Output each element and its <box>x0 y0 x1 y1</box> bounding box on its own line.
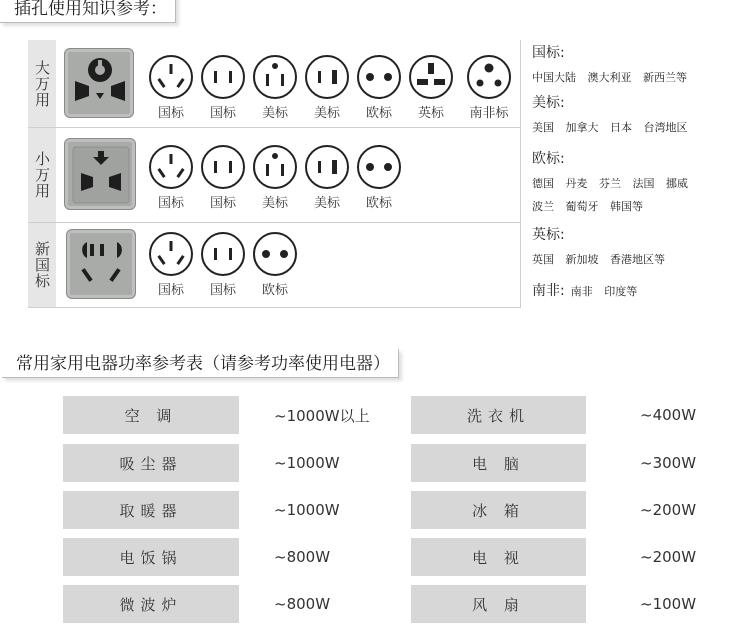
appliance-name: 电 视 <box>411 538 586 576</box>
standard-regions-line2: 波兰 葡萄牙 韩国等 <box>532 200 643 213</box>
appliance-name: 取暖器 <box>63 491 239 529</box>
appliance-power: ~200W <box>640 501 697 519</box>
socket-label: 国标 <box>209 283 236 298</box>
plug-types-column <box>28 40 520 308</box>
socket-us-2pin-icon <box>304 54 350 100</box>
socket-yingbiao <box>406 54 456 121</box>
small-universal-outlet-icon <box>65 139 137 211</box>
row-label-tab <box>28 223 56 307</box>
socket-label: 美标 <box>313 106 340 121</box>
appliance-power: ~300W <box>640 454 697 472</box>
appliance-power: ~1000W <box>274 501 340 519</box>
socket-2flat-icon <box>200 231 246 277</box>
socket-oubiao <box>354 54 404 121</box>
appliance-name: 空 调 <box>63 396 239 434</box>
socket-label: 南非标 <box>469 106 509 121</box>
power-section-title: 常用家用电器功率参考表（请参考功率使用电器） <box>2 349 399 378</box>
standard-regions: 德国 丹麦 芬兰 法国 挪威 <box>532 177 688 190</box>
standard-regions: 英国 新加坡 香港地区等 <box>532 253 665 266</box>
appliance-name: 风 扇 <box>411 585 586 623</box>
socket-oubiao <box>250 231 300 298</box>
socket-sa-icon <box>466 54 512 100</box>
socket-label: 国标 <box>209 196 236 211</box>
socket-guobiao-2 <box>198 231 248 298</box>
socket-3pin-icon <box>148 144 194 190</box>
socket-label: 国标 <box>157 196 184 211</box>
socket-meibiao-3 <box>250 54 300 121</box>
plug-row-da-wanyong <box>28 40 520 128</box>
row-label: 小万用 <box>33 151 51 199</box>
socket-meibiao-2 <box>302 54 352 121</box>
appliance-name: 微波炉 <box>63 585 239 623</box>
appliance-name: 电饭锅 <box>63 538 239 576</box>
socket-eu-icon <box>356 54 402 100</box>
socket-guobiao-3 <box>146 144 196 211</box>
standard-yingbiao <box>532 224 718 271</box>
socket-2flat-icon <box>200 144 246 190</box>
socket-label: 美标 <box>261 106 288 121</box>
socket-uk-icon <box>408 54 454 100</box>
socket-us-2pin-icon <box>304 144 350 190</box>
socket-label: 国标 <box>157 106 184 121</box>
appliance-name: 吸尘器 <box>63 444 239 482</box>
standard-nanfei <box>532 280 718 304</box>
new-standard-outlet-image <box>66 229 136 299</box>
appliance-power: ~400W <box>640 406 697 424</box>
socket-eu-icon <box>252 231 298 277</box>
socket-guobiao-3 <box>146 54 196 121</box>
standard-guobiao <box>532 42 718 89</box>
plug-row-xiao-wanyong <box>28 128 520 223</box>
socket-guobiao-3 <box>146 231 196 298</box>
standard-title: 南非: <box>532 283 565 299</box>
appliance-power: ~1000W <box>274 454 340 472</box>
socket-guobiao-2 <box>198 54 248 121</box>
standard-regions: 美国 加拿大 日本 台湾地区 <box>532 121 688 134</box>
appliance-power: ~200W <box>640 548 697 566</box>
small-universal-outlet-image <box>64 138 136 210</box>
socket-label: 国标 <box>209 106 236 121</box>
socket-label: 美标 <box>261 196 288 211</box>
socket-meibiao-2 <box>302 144 352 211</box>
socket-us-3pin-icon <box>252 144 298 190</box>
socket-label: 国标 <box>157 283 184 298</box>
standard-title: 欧标: <box>532 151 565 167</box>
row-label-tab <box>28 128 56 222</box>
socket-guobiao-2 <box>198 144 248 211</box>
standard-title: 英标: <box>532 227 565 243</box>
socket-meibiao-3 <box>250 144 300 211</box>
plug-reference-table <box>28 40 720 308</box>
column-divider <box>520 40 521 308</box>
row-label: 大万用 <box>33 59 51 108</box>
socket-eu-icon <box>356 144 402 190</box>
appliance-power: ~1000W以上 <box>274 406 370 425</box>
socket-label: 欧标 <box>261 283 288 298</box>
plug-section-title: 插孔使用知识参考： <box>0 0 176 23</box>
socket-us-3pin-icon <box>252 54 298 100</box>
standard-title: 国标: <box>532 45 565 61</box>
socket-label: 英标 <box>417 106 444 121</box>
universal-outlet-icon <box>65 49 135 119</box>
standard-regions: 中国大陆 澳大利亚 新西兰等 <box>532 71 687 84</box>
socket-oubiao <box>354 144 404 211</box>
appliance-name: 洗衣机 <box>411 396 586 434</box>
socket-label: 美标 <box>313 196 340 211</box>
standard-oubiao <box>532 148 718 218</box>
universal-outlet-image <box>64 48 134 118</box>
socket-label: 欧标 <box>365 106 392 121</box>
appliance-power: ~800W <box>274 548 331 566</box>
standard-regions: 南非 印度等 <box>570 285 638 298</box>
appliance-name: 冰 箱 <box>411 491 586 529</box>
new-standard-outlet-icon <box>67 230 137 300</box>
socket-label: 欧标 <box>365 196 392 211</box>
standard-meibiao <box>532 92 718 139</box>
standard-title: 美标: <box>532 95 565 111</box>
row-label: 新国标 <box>33 241 51 289</box>
socket-3pin-icon <box>148 54 194 100</box>
socket-3pin-icon <box>148 231 194 277</box>
socket-nanfei <box>464 54 514 121</box>
appliance-power: ~800W <box>274 595 331 613</box>
appliance-name: 电 脑 <box>411 444 586 482</box>
plug-row-xin-guobiao <box>28 223 520 308</box>
appliance-power: ~100W <box>640 595 697 613</box>
row-label-tab <box>28 40 56 127</box>
socket-2flat-icon <box>200 54 246 100</box>
